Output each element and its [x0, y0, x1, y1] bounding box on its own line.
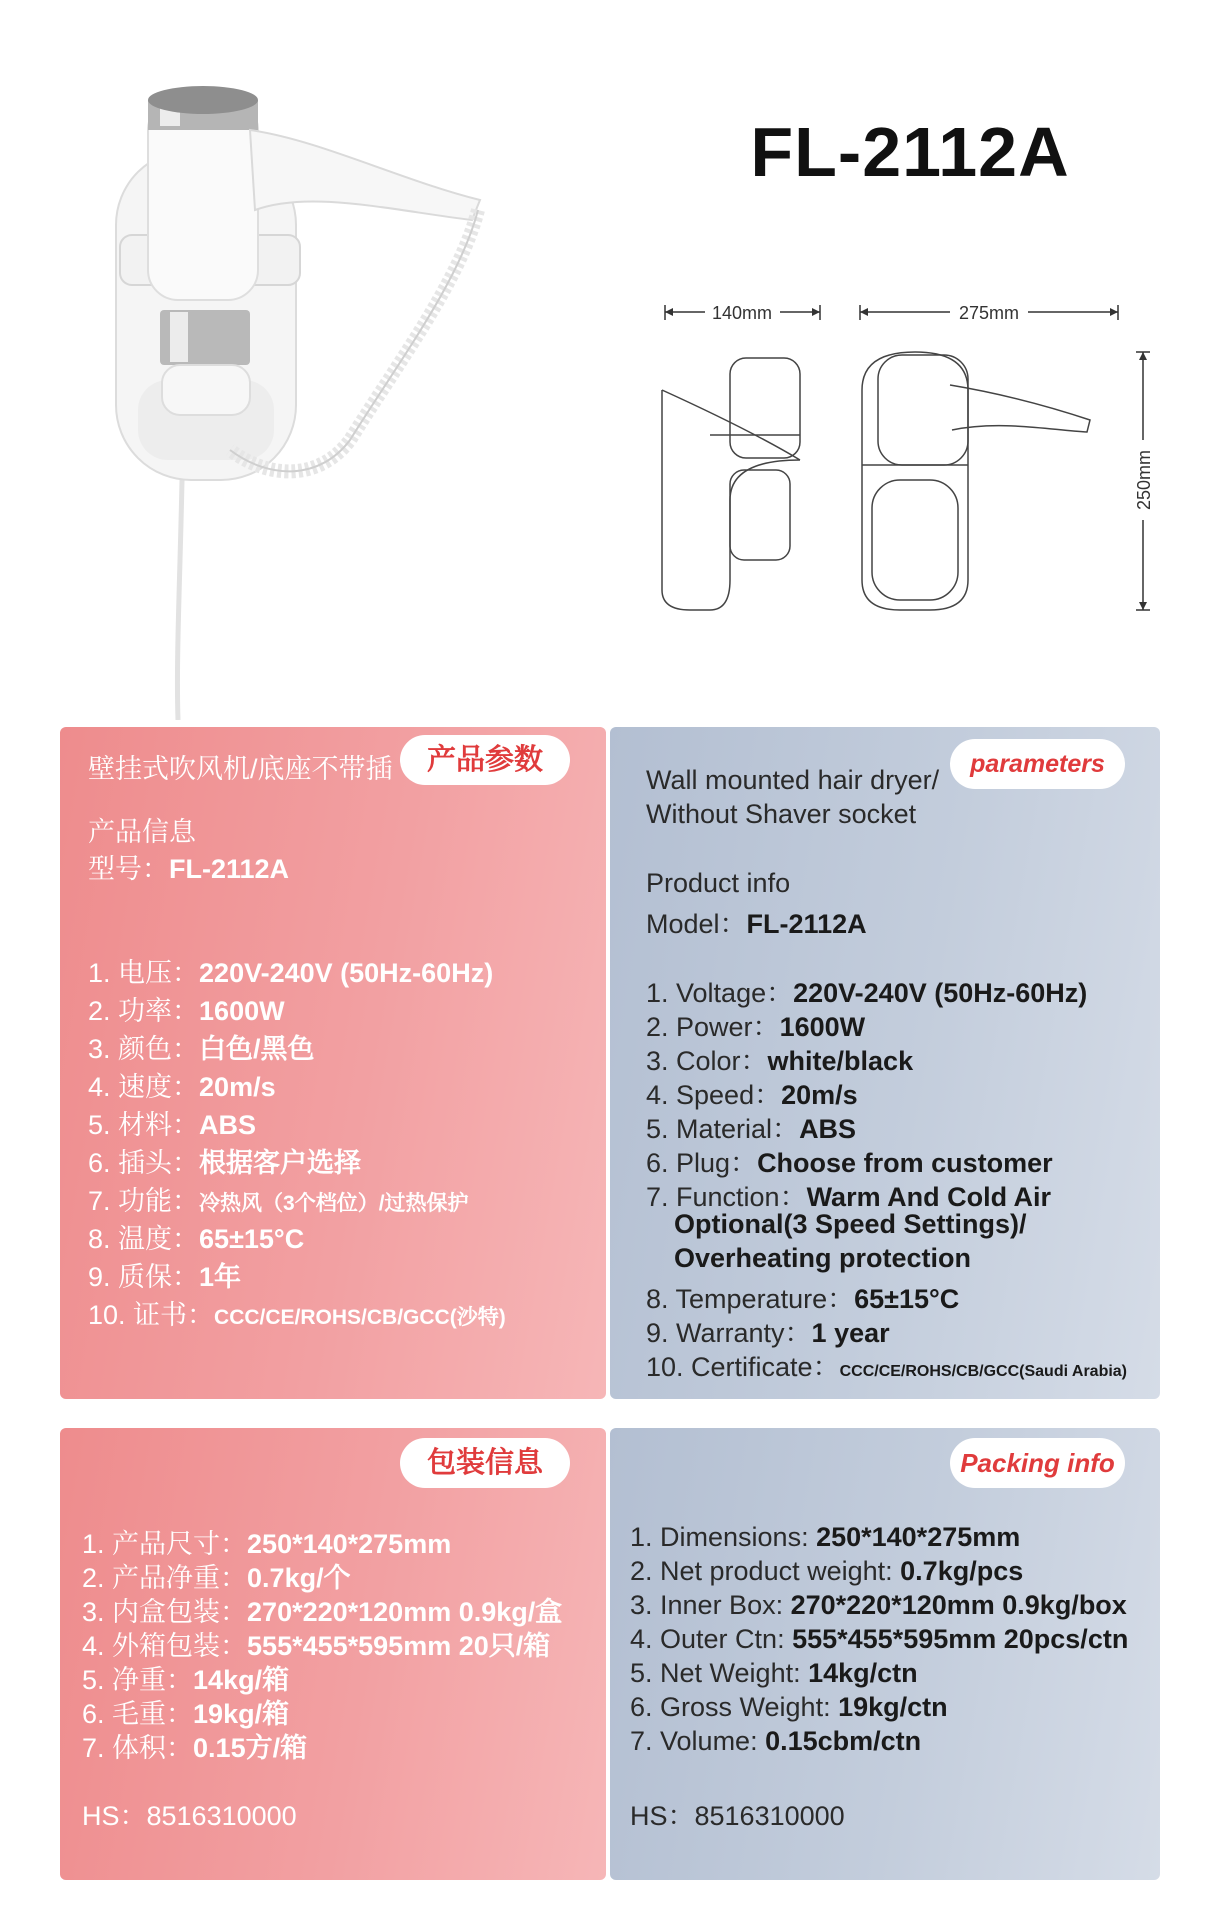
- spec-value: 20m/s: [199, 1072, 276, 1102]
- spec-value: ABS: [799, 1114, 857, 1144]
- spec-label: 2. 功率：: [88, 996, 200, 1026]
- spec-value: 1600W: [779, 1012, 866, 1042]
- spec-label: 8. 温度：: [88, 1224, 200, 1254]
- spec-label: 9. Warranty：: [646, 1318, 812, 1348]
- spec-label: 6. Plug：: [646, 1148, 758, 1178]
- spec-label: 5. Material：: [646, 1114, 800, 1144]
- params-cn-model-label: 型号：: [88, 854, 169, 884]
- spec-label: 2. Net product weight:: [630, 1556, 901, 1586]
- spec-value: 220V-240V (50Hz-60Hz): [199, 958, 494, 988]
- spec-value: 65±15°C: [199, 1224, 305, 1254]
- packing-row: [630, 1658, 918, 1689]
- params-cn-panel: [60, 727, 606, 1399]
- spec-value: 0.15方/箱: [193, 1733, 308, 1763]
- spec-label: 10. Certificate：: [646, 1352, 840, 1382]
- spec-label: 3. Color：: [646, 1046, 768, 1076]
- product-photo: [100, 60, 620, 720]
- packing-row: [630, 1726, 921, 1757]
- spec-value: 根据客户选择: [199, 1148, 362, 1178]
- params-en-badge: parameters: [950, 739, 1125, 789]
- spec-label: 9. 质保：: [88, 1262, 200, 1292]
- spec-value: 0.7kg/pcs: [900, 1556, 1024, 1586]
- spec-label: 3. 内盒包装：: [82, 1597, 248, 1627]
- spec-row: [88, 1217, 304, 1256]
- spec-continuation: Overheating protection: [674, 1243, 972, 1273]
- spec-label: 1. 产品尺寸：: [82, 1529, 248, 1559]
- spec-value: 20m/s: [781, 1080, 858, 1110]
- spec-label: 7. 功能：: [88, 1186, 200, 1216]
- spec-value: Choose from customer: [757, 1148, 1053, 1178]
- packing-row: [630, 1624, 1128, 1655]
- spec-value: 1 year: [811, 1318, 890, 1348]
- spec-value: 270*220*120mm 0.9kg/盒: [247, 1597, 563, 1627]
- spec-row: [88, 1179, 469, 1218]
- params-en-intro-1: Wall mounted hair dryer/: [646, 765, 940, 795]
- spec-value: 555*455*595mm 20只/箱: [247, 1631, 551, 1661]
- spec-row: [88, 1293, 506, 1332]
- spec-value: 19kg/箱: [193, 1699, 290, 1729]
- packing-row: [630, 1556, 1023, 1587]
- spec-value: 0.15cbm/ctn: [765, 1726, 922, 1756]
- spec-value: 270*220*120mm 0.9kg/box: [790, 1590, 1127, 1620]
- width-dim-label: 140mm: [711, 303, 773, 323]
- packing-row: [630, 1590, 1127, 1621]
- spec-label: 6. Gross Weight:: [630, 1692, 839, 1722]
- spec-value: 1600W: [199, 996, 285, 1026]
- spec-value: 555*455*595mm 20pcs/ctn: [792, 1624, 1129, 1654]
- params-cn-info-heading: 产品信息: [88, 817, 196, 847]
- spec-row: [88, 1141, 361, 1180]
- packing-en-badge: Packing info: [950, 1438, 1125, 1488]
- params-en-intro-2: Without Shaver socket: [646, 799, 917, 829]
- spec-value: 250*140*275mm: [247, 1529, 452, 1559]
- params-en-panel: [610, 727, 1160, 1399]
- spec-label: 3. 颜色：: [88, 1034, 200, 1064]
- depth-dim-label: 275mm: [958, 303, 1020, 323]
- spec-label: 10. 证书：: [88, 1300, 215, 1330]
- spec-label: 1. Dimensions:: [630, 1522, 817, 1552]
- spec-label: 5. 净重：: [82, 1665, 194, 1695]
- hs-code: HS：8516310000: [630, 1801, 845, 1831]
- params-cn-model-value: FL-2112A: [169, 854, 290, 884]
- spec-label: 5. Net Weight:: [630, 1658, 809, 1688]
- spec-value: CCC/CE/ROHS/CB/GCC(Saudi Arabia): [839, 1363, 1128, 1380]
- spec-value: 冷热风（3个档位）/过热保护: [199, 1192, 469, 1215]
- spec-label: 8. Temperature：: [646, 1284, 855, 1314]
- params-en-model-value: FL-2112A: [746, 909, 867, 939]
- spec-label: 2. 产品净重：: [82, 1563, 248, 1593]
- spec-row: [88, 1065, 276, 1104]
- spec-label: 2. Power：: [646, 1012, 780, 1042]
- spec-label: 6. 毛重：: [82, 1699, 194, 1729]
- spec-label: 4. Outer Ctn:: [630, 1624, 793, 1654]
- spec-row: [88, 1103, 256, 1142]
- packing-en-panel: [610, 1428, 1160, 1880]
- spec-row: [88, 1255, 241, 1294]
- params-en-model: [646, 902, 867, 941]
- spec-label: 7. Volume:: [630, 1726, 766, 1756]
- spec-label: 1. Voltage：: [646, 978, 794, 1008]
- spec-value: 250*140*275mm: [816, 1522, 1021, 1552]
- spec-label: 5. 材料：: [88, 1110, 200, 1140]
- packing-cn-badge: 包装信息: [400, 1438, 570, 1488]
- packing-cn-panel: [60, 1428, 606, 1880]
- spec-value: 0.7kg/个: [247, 1563, 351, 1593]
- spec-row: [646, 1345, 1127, 1384]
- params-cn-intro: 壁挂式吹风机/底座不带插: [88, 754, 393, 784]
- spec-row: [88, 951, 493, 990]
- spec-label: 4. Speed：: [646, 1080, 782, 1110]
- spec-value: ABS: [199, 1110, 257, 1140]
- spec-value: 19kg/ctn: [838, 1692, 948, 1722]
- spec-value: 14kg/箱: [193, 1665, 290, 1695]
- params-cn-badge: 产品参数: [400, 735, 570, 785]
- spec-value: 220V-240V (50Hz-60Hz): [793, 978, 1088, 1008]
- spec-value: 14kg/ctn: [808, 1658, 918, 1688]
- params-en-model-label: Model：: [646, 909, 747, 939]
- spec-value: 65±15°C: [854, 1284, 960, 1314]
- spec-value: Warm And Cold Air: [806, 1182, 1052, 1212]
- spec-value: CCC/CE/ROHS/CB/GCC(沙特): [214, 1306, 506, 1329]
- spec-row: [88, 989, 285, 1028]
- spec-value: white/black: [767, 1046, 914, 1076]
- spec-label: 4. 速度：: [88, 1072, 200, 1102]
- spec-label: 1. 电压：: [88, 958, 200, 988]
- spec-value: 白色/黑色: [199, 1034, 315, 1064]
- dimension-drawing: [650, 280, 1170, 640]
- height-dim-label: 250mm: [1134, 449, 1154, 511]
- spec-label: 7. 体积：: [82, 1733, 194, 1763]
- hs-code: HS：8516310000: [82, 1801, 297, 1831]
- spec-value: 1年: [199, 1262, 242, 1292]
- spec-label: 6. 插头：: [88, 1148, 200, 1178]
- spec-label: 7. Function：: [646, 1182, 807, 1212]
- packing-row: [630, 1692, 948, 1723]
- model-title: FL-2112A: [750, 113, 1070, 191]
- spec-label: 3. Inner Box:: [630, 1590, 791, 1620]
- spec-row: [88, 1027, 315, 1066]
- params-en-info-heading: Product info: [646, 868, 791, 898]
- spec-continuation: Optional(3 Speed Settings)/: [674, 1209, 1027, 1239]
- packing-row: [630, 1522, 1020, 1553]
- packing-row: [82, 1726, 307, 1765]
- params-cn-model: [88, 847, 289, 886]
- spec-label: 4. 外箱包装：: [82, 1631, 248, 1661]
